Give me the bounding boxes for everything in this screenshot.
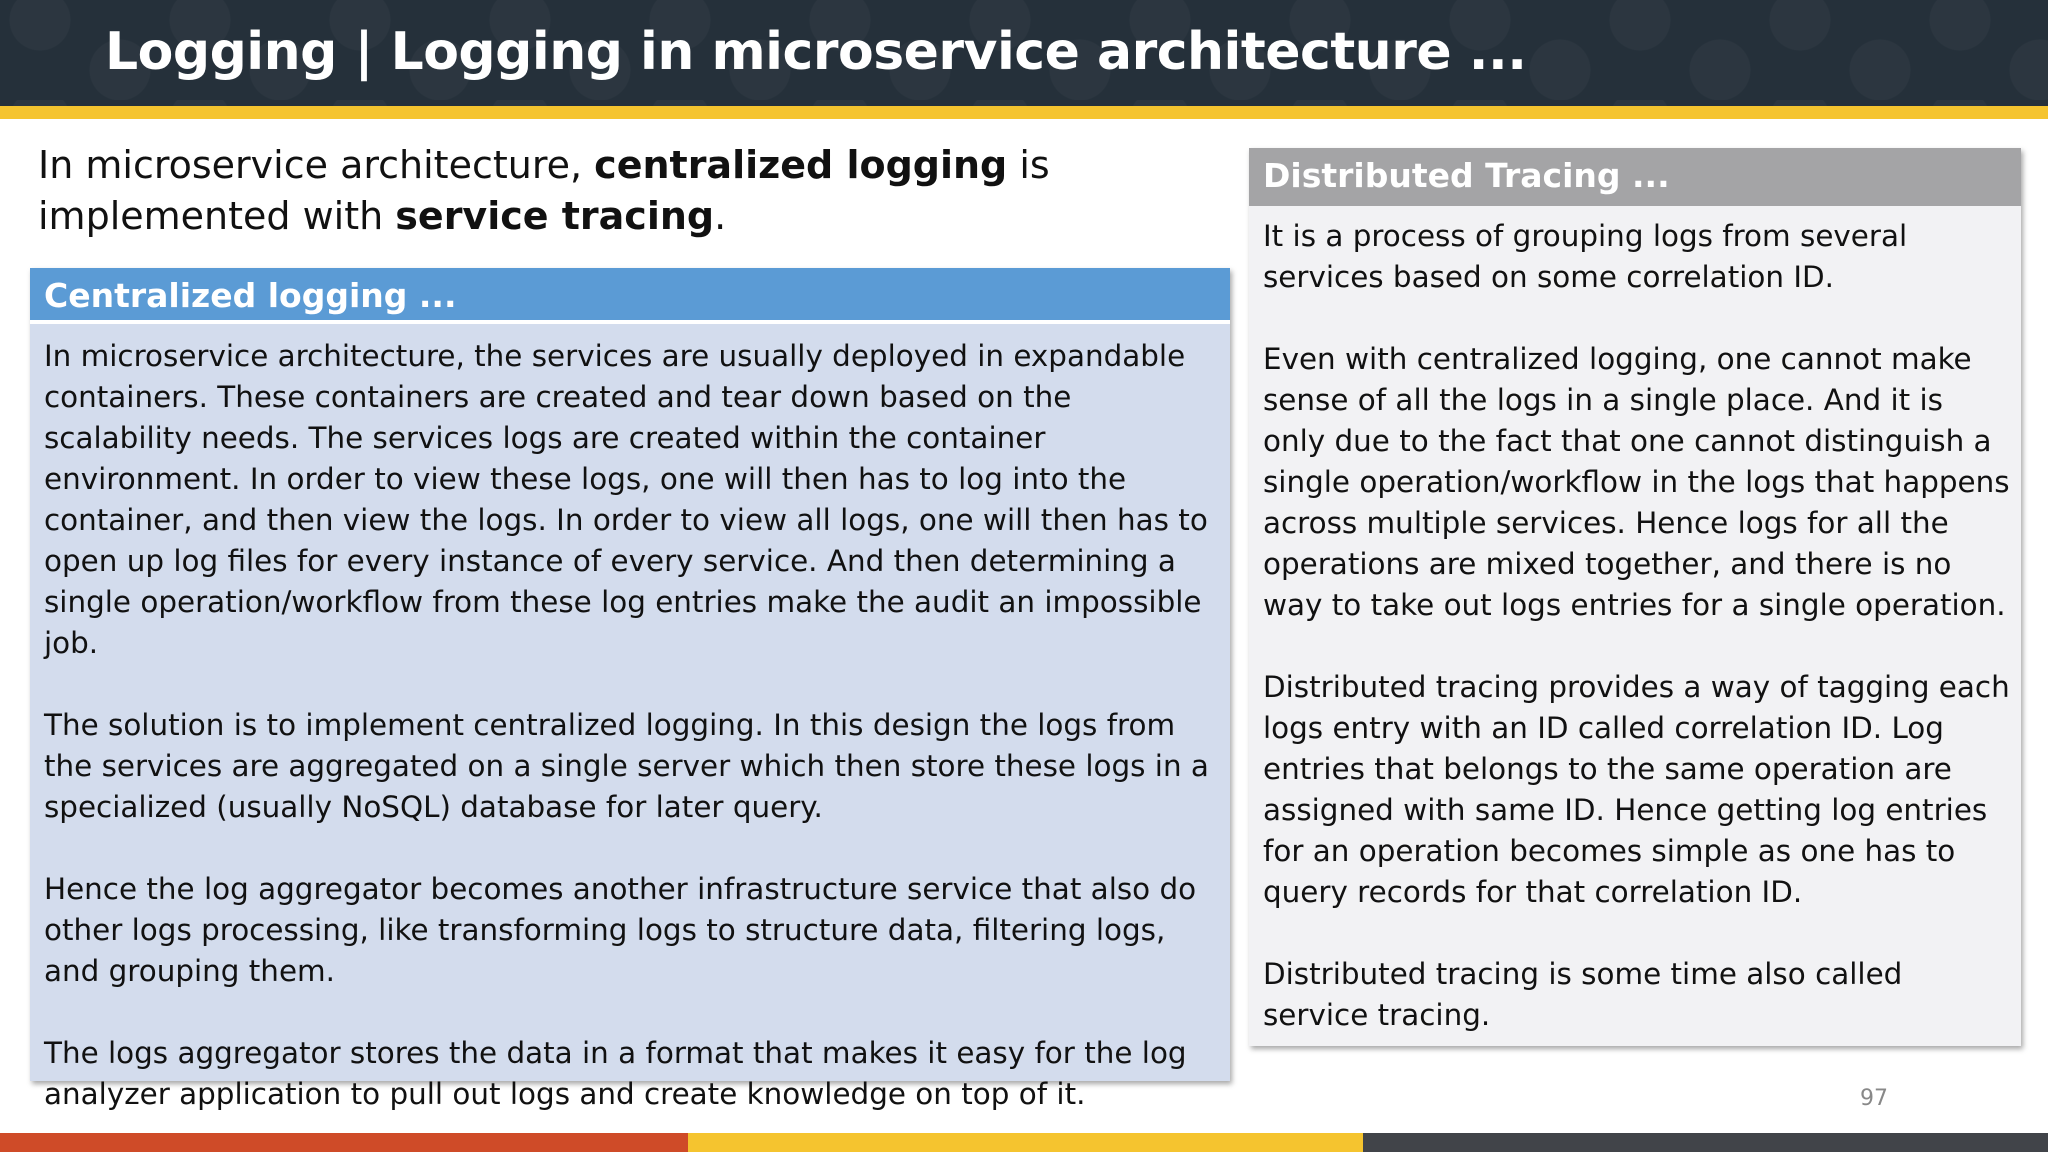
centralized-logging-body [44, 336, 1220, 1115]
intro-part-1: In microservice architecture, [38, 143, 595, 187]
tracing-paragraph-1: It is a process of grouping logs from several services based on some correlation ID. [1263, 219, 1908, 294]
slide-header [0, 0, 2048, 106]
footer-bar-red [0, 1133, 688, 1152]
tracing-paragraph-4: Distributed tracing is some time also called service tracing. [1263, 957, 1903, 1032]
intro-bold-service-tracing: service tracing [395, 194, 715, 238]
centralized-logging-box [30, 268, 1230, 1111]
centralized-logging-title: Centralized logging ... [44, 276, 457, 315]
centralized-paragraph-4: The logs aggregator stores the data in a format that makes it easy for the log analyzer application to pull out logs and create knowledge on top of it. [44, 1036, 1187, 1111]
intro-bold-centralized-logging: centralized logging [594, 143, 1008, 187]
centralized-paragraph-1: In microservice architecture, the services are usually deployed in expandable containers. These containers are created and tear down based on the scalability needs. The services logs are created within the container environment. In order to view these logs, one will then has to log into the container, and then view the logs. In order to view all logs, one will then has to open up log files for every instance of every service. And then determining a single operation/workflow from these log entries make the audit an impossible job. [44, 339, 1208, 660]
intro-text [38, 140, 1218, 242]
tracing-paragraph-2: Even with centralized logging, one cannot make sense of all the logs in a single place. And it is only due to the fact that one cannot distinguish a single operation/workflow in the logs that happens across multiple services. Hence logs for all the operations are mixed together, and there is no way to take out logs entries for a single operation. [1263, 342, 2010, 622]
distributed-tracing-body [1263, 216, 2013, 1036]
slide-title: Logging | Logging in microservice architecture ... [105, 22, 1527, 82]
intro-part-2: is implemented with [38, 143, 1050, 238]
centralized-logging-header [30, 268, 1230, 324]
header-accent-stripe [0, 106, 2048, 119]
distributed-tracing-header [1249, 148, 2021, 206]
footer-bar-dark [1363, 1133, 2048, 1152]
footer-bar-yellow [688, 1133, 1363, 1152]
intro-part-3: . [714, 194, 727, 238]
page-number: 97 [1860, 1086, 1888, 1111]
centralized-paragraph-3: Hence the log aggregator becomes another infrastructure service that also do other logs processing, like transforming logs to structure data, filtering logs, and grouping them. [44, 872, 1197, 988]
centralized-paragraph-2: The solution is to implement centralized logging. In this design the logs from the services are aggregated on a single server which then store these logs in a specialized (usually NoSQL) database for later query. [44, 708, 1209, 824]
tracing-paragraph-3: Distributed tracing provides a way of tagging each logs entry with an ID called correlation ID. Log entries that belongs to the same operation are assigned with same ID. Hence getting log entries for an operation becomes simple as one has to query records for that correlation ID. [1263, 670, 2010, 909]
distributed-tracing-title: Distributed Tracing ... [1263, 156, 1670, 195]
distributed-tracing-box [1249, 148, 2021, 1046]
